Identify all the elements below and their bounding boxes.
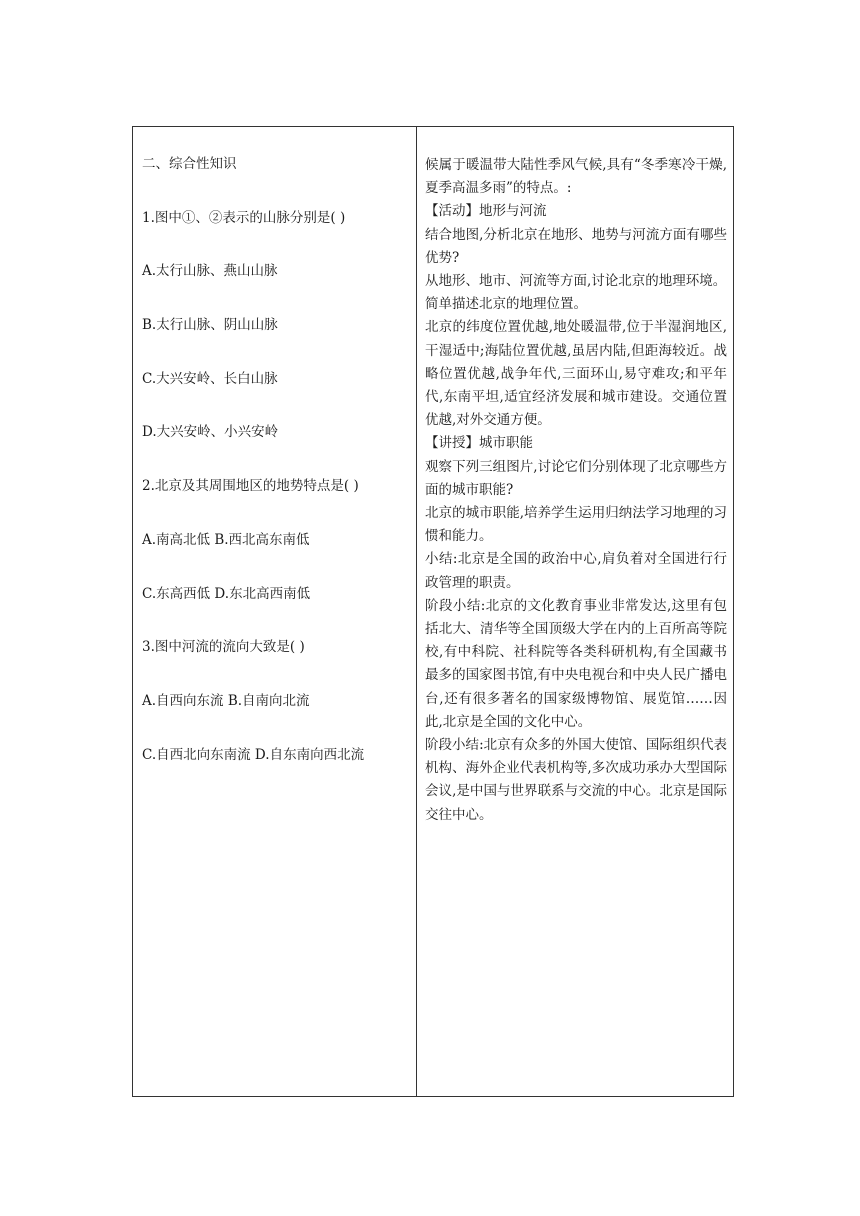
paragraph: 北京的纬度位置优越,地处暖温带,位于半湿润地区,干湿适中;海陆位置优越,虽居内陆,但距海较近。战略位置优越,战争年代,三面环山,易守难攻;和平年代,东南平坦,适宜经济发展和城市建设。交通位置优越,对外交通方便。 bbox=[425, 319, 727, 429]
right-column bbox=[417, 127, 733, 1096]
activity-heading: 【活动】地形与河流 bbox=[425, 203, 547, 220]
paragraph: 观察下列三组图片,讨论它们分别体现了北京哪些方面的城市职能? bbox=[425, 458, 727, 498]
question-option: C.大兴安岭、长白山脉 bbox=[142, 370, 278, 387]
question-option: C.自西北向东南流 D.自东南向西北流 bbox=[142, 746, 365, 763]
lesson-table bbox=[132, 126, 734, 1097]
summary-paragraph: 小结:北京是全国的政治中心,肩负着对全国进行行政管理的职责。 bbox=[425, 551, 727, 591]
paragraph: 候属于暖温带大陆性季风气候,具有“冬季寒冷干燥,夏季高温多雨”的特点。: bbox=[425, 157, 727, 197]
question-option: A.自西向东流 B.自南向北流 bbox=[142, 692, 310, 709]
paragraph: 简单描述北京的地理位置。 bbox=[425, 296, 587, 313]
paragraph: 从地形、地市、河流等方面,讨论北京的地理环境。 bbox=[425, 273, 727, 290]
question-stem: 2.北京及其周围地区的地势特点是( ) bbox=[142, 478, 359, 495]
paragraph: 结合地图,分析北京在地形、地势与河流方面有哪些优势? bbox=[425, 226, 727, 266]
question-stem: 3.图中河流的流向大致是( ) bbox=[142, 639, 305, 656]
summary-paragraph: 阶段小结:北京的文化教育事业非常发达,这里有包括北大、清华等全国顶级大学在内的上百所高等院校,有中科院、社科院等各类科研机构,有全国藏书最多的国家图书馆,有中央电视台和中央人民广播电台,还有很多著名的国家级博物馆、展览馆……因此,北京是全国的文化中心。 bbox=[425, 597, 727, 730]
question-option: A.南高北低 B.西北高东南低 bbox=[142, 531, 310, 548]
summary-paragraph: 阶段小结:北京有众多的外国大使馆、国际组织代表机构、海外企业代表机构等,多次成功承办大型国际会议,是中国与世界联系与交流的中心。北京是国际交往中心。 bbox=[425, 737, 727, 823]
question-option: B.太行山脉、阴山山脉 bbox=[142, 317, 278, 334]
question-option: A.太行山脉、燕山山脉 bbox=[142, 263, 278, 280]
question-option: D.大兴安岭、小兴安岭 bbox=[142, 424, 279, 441]
section-title: 二、综合性知识 bbox=[142, 156, 237, 172]
question-stem: 1.图中①、②表示的山脉分别是( ) bbox=[142, 209, 346, 226]
left-column bbox=[133, 127, 417, 1096]
lecture-heading: 【讲授】城市职能 bbox=[425, 435, 533, 452]
paragraph: 北京的城市职能,培养学生运用归纳法学习地理的习惯和能力。 bbox=[425, 505, 727, 545]
question-option: C.东高西低 D.东北高西南低 bbox=[142, 585, 311, 602]
